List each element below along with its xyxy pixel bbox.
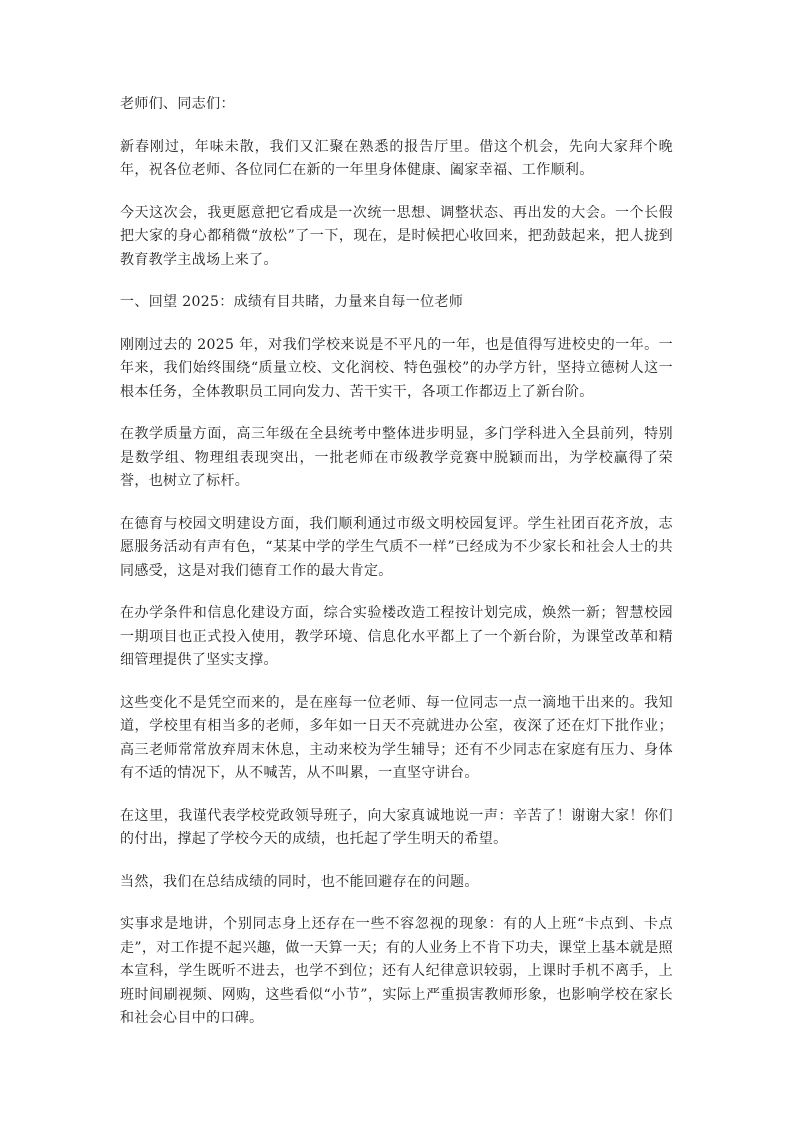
paragraph-teacher-efforts: 这些变化不是凭空而来的，是在座每一位老师、每一位同志一点一滴地干出来的。我知道，学校里有相当多的老师，多年如一日天不亮就进办公室，夜深了还在灯下批作业；高三老师常常放弃周末休息，主动来校为学生辅导；还有不少同志在家庭有压力、身体有不适的情况下，从不喊苦，从不叫累，一直坚守讲台。: [120, 694, 673, 781]
paragraph-moral-education: 在德育与校园文明建设方面，我们顺利通过市级文明校园复评。学生社团百花齐放，志愿服务活动有声有色，“某某中学的学生气质不一样”已经成为不少家长和社会人士的共同感受，这是对我们德育工作的最大肯定。: [120, 515, 673, 579]
paragraph-greeting: 新春刚过，年味未散，我们又汇聚在熟悉的报告厅里。借这个机会，先向大家拜个晚年，祝各位老师、各位同仁在新的一年里身体健康、阖家幸福、工作顺利。: [120, 138, 673, 178]
paragraph-problems-detail: 实事求是地讲，个别同志身上还存在一些不容忽视的现象：有的人上班“卡点到、卡点走”，对工作提不起兴趣，做一天算一天；有的人业务上不肯下功夫，课堂上基本就是照本宣科，学生既听不进去，也学不到位；还有人纪律意识较弱，上课时手机不离手，上班时间刷视频、网购，这些看似“小节”，实际上严重损害教师形象，也影响学校在家长和社会心目中的口碑。: [120, 916, 673, 1026]
paragraph-facilities: 在办学条件和信息化建设方面，综合实验楼改造工程按计划完成，焕然一新；智慧校园一期项目也正式投入使用，教学环境、信息化水平都上了一个新台阶，为课堂改革和精细管理提供了坚实支撑。: [120, 605, 673, 668]
paragraph-teaching-quality: 在教学质量方面，高三年级在全县统考中整体进步明显，多门学科进入全县前列，特别是数学组、物理组表现突出，一批老师在市级教学竞赛中脱颖而出，为学校赢得了荣誉，也树立了标杆。: [120, 426, 673, 489]
section-heading: 一、回望 2025：成绩有目共睹，力量来自每一位老师: [120, 294, 464, 310]
salutation: 老师们、同志们：: [120, 96, 235, 112]
paragraph-problems-intro: 当然，我们在总结成绩的同时，也不能回避存在的问题。: [120, 873, 479, 890]
paragraph-thanks: 在这里，我谨代表学校党政领导班子，向大家真诚地说一声：辛苦了！谢谢大家！你们的付出，撑起了学校今天的成绩，也托起了学生明天的希望。: [120, 807, 673, 847]
paragraph-2025-review: 刚刚过去的 2025 年，对我们学校来说是不平凡的一年，也是值得写进校史的一年。一年来，我们始终围绕“质量立校、文化润校、特色强校”的办学方针，坚持立德树人这一根本任务，全体教职员工同向发力、苦干实干，各项工作都迈上了新台阶。: [120, 336, 673, 400]
paragraph-meeting-purpose: 今天这次会，我更愿意把它看成是一次统一思想、调整状态、再出发的大会。一个长假把大家的身心都稍微“放松”了一下，现在，是时候把心收回来，把劲鼓起来，把人拢到教育教学主战场上来了。: [120, 204, 673, 268]
